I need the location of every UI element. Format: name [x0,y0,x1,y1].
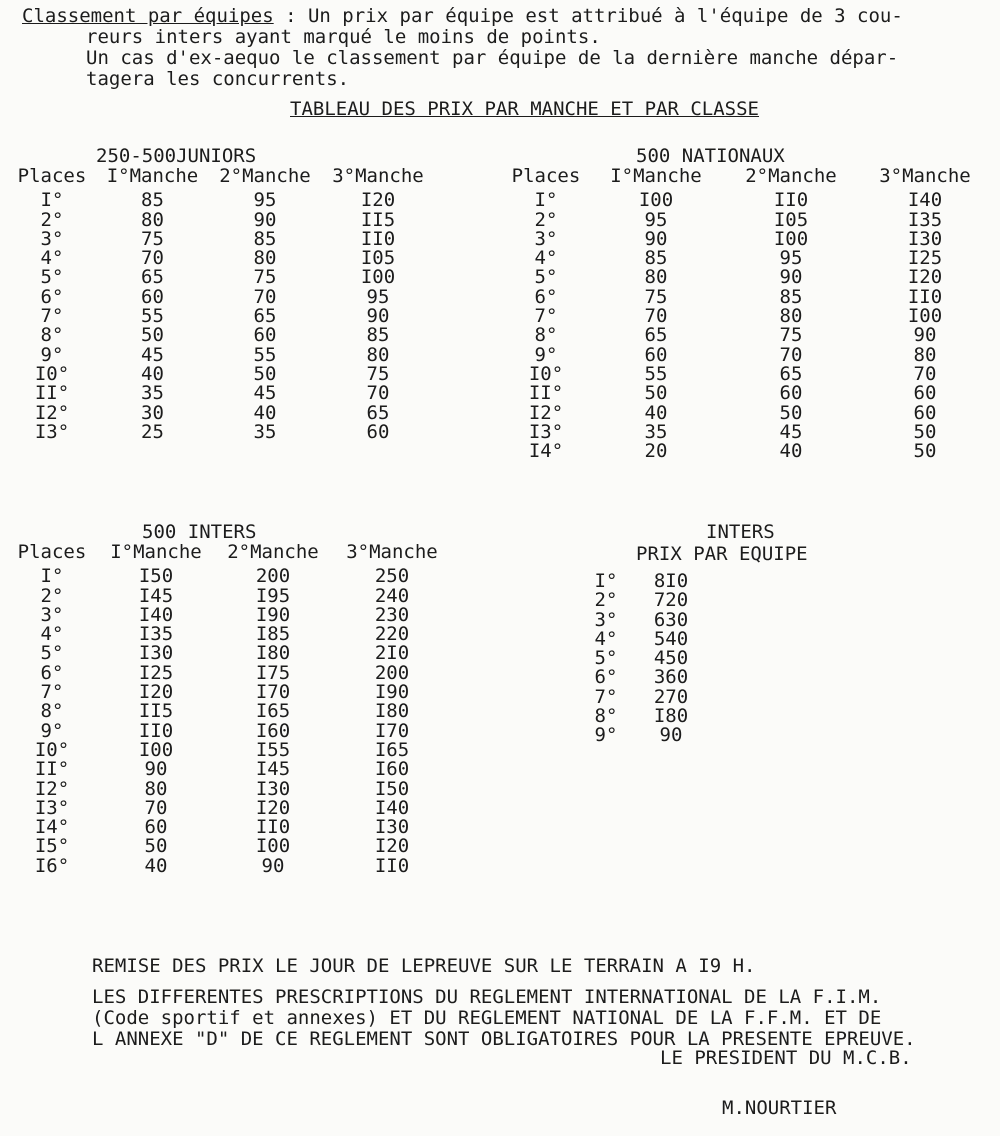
table-cell: I3° [34,796,70,819]
prize-ceremony-note: REMISE DES PRIX LE JOUR DE LEPREUVE SUR LE TERRAIN A I9 H. [92,955,756,977]
intro-line-1 [22,6,992,27]
table-cell: I6° [34,854,70,877]
nationaux-caption: 500 NATIONAUX [636,145,785,167]
table-cell: 50 [144,835,168,858]
juniors-header-manche3: 3°Manche [332,165,424,187]
table-row [8,404,435,423]
table-cell: 200 [255,565,291,588]
table-cell: II° [34,382,70,405]
prize-table-title: TABLEAU DES PRIX PAR MANCHE ET PAR CLASSE [290,98,759,120]
table-row [8,644,454,663]
table-row [500,442,988,461]
table-cell: 50 [644,382,668,405]
table-cell: 5° [40,642,64,665]
table-cell: 90 [144,758,168,781]
table-cell: I4° [528,440,564,463]
intro-line-1-text: : Un prix par équipe est attribué à l'équipe de 3 cou- [273,5,903,27]
table-cell: I° [594,570,618,592]
table-cell: 50 [141,324,164,347]
table-cell: 60 [779,382,803,405]
table-cell: I3° [34,420,70,443]
table-cell: 85 [779,285,803,308]
table-cell: 80 [144,777,168,800]
table-cell: I2° [34,777,70,800]
table-cell: 85 [253,227,277,250]
table-cell: I70 [255,681,291,704]
table-cell: 90 [644,227,668,250]
table-cell: 40 [144,854,168,877]
team-prize-caption-2: PRIX PAR EQUIPE [636,543,808,565]
table-cell: 75 [644,285,668,308]
team-ranking-heading: Classement par équipes [22,5,274,27]
table-cell: I45 [255,758,291,781]
table-cell: 40 [253,401,277,424]
table-cell: 7° [40,681,64,704]
table-row [500,268,988,287]
table-cell: 630 [653,608,689,631]
table-cell: 75 [366,362,390,385]
table-cell: 90 [366,305,390,328]
table-cell: 30 [141,401,164,424]
inters-caption: 500 INTERS [142,521,257,543]
table-cell: I35 [138,623,174,646]
table-cell: I40 [374,796,410,819]
table-cell: 6° [40,285,64,308]
nationaux-prize-table [500,167,988,461]
table-cell: 8° [534,324,558,347]
nationaux-header-manche1: I°Manche [610,165,702,187]
table-cell: 6° [534,285,558,308]
table-cell: 200 [374,661,410,684]
table-cell: 35 [141,382,164,405]
table-cell: 70 [253,285,277,308]
table-cell: 5° [594,647,618,670]
table-cell: II0 [907,285,943,308]
table-row [8,837,454,856]
juniors-header-manche2: 2°Manche [219,165,311,187]
table-cell: 50 [253,362,277,385]
table-row [8,567,454,586]
table-cell: 50 [913,420,937,443]
intro-paragraph [22,6,992,90]
table-cell: I75 [255,661,291,684]
table-cell: 8° [40,324,64,347]
table-cell: I60 [255,719,291,742]
table-cell: 5° [40,266,64,289]
table-cell: I30 [255,777,291,800]
table-cell: 6° [594,666,618,689]
table-cell: I65 [374,738,410,761]
table-cell: I85 [255,623,291,646]
table-cell: 90 [659,724,683,747]
table-cell: 450 [653,647,689,670]
table-cell: 70 [644,305,668,328]
table-cell: I20 [255,796,291,819]
table-cell: 90 [261,854,285,877]
table-cell: 95 [644,208,668,231]
table-cell: 220 [374,623,410,646]
table-cell: I50 [138,565,174,588]
table-cell: 60 [644,343,668,366]
table-row [8,760,454,779]
table-row [500,404,988,423]
table-cell: 65 [366,401,390,424]
table-cell: I55 [255,738,291,761]
table-cell: I° [534,189,558,212]
table-cell: 6° [40,661,64,684]
table-cell: I35 [907,208,943,231]
intro-line-3: Un cas d'ex-aequo le classement par équipe de la dernière manche dépar- [86,47,899,69]
table-cell: 240 [374,584,410,607]
table-cell: II° [528,382,564,405]
table-cell: 80 [366,343,390,366]
table-cell: 85 [141,189,164,212]
table-cell: II0 [773,189,809,212]
table-row [500,211,988,230]
table-cell: I90 [255,603,291,626]
inters-header-manche2: 2°Manche [227,541,319,563]
table-cell: 2° [534,208,558,231]
table-row [8,702,454,721]
table-cell: 60 [913,401,937,424]
table-cell: 60 [253,324,277,347]
table-cell: I00 [360,266,396,289]
table-cell: I45 [138,584,174,607]
table-cell: II5 [360,208,396,231]
table-row [586,591,716,610]
table-cell: 270 [653,685,689,708]
table-cell: 2I0 [374,642,410,665]
table-cell: 3° [40,603,64,626]
table-cell: 95 [253,189,277,212]
table-cell: I80 [255,642,291,665]
table-cell: I60 [374,758,410,781]
table-cell: 70 [141,247,164,270]
table-cell: I90 [374,681,410,704]
table-cell: 90 [913,324,937,347]
table-cell: 70 [913,362,937,385]
table-cell: 4° [594,627,618,650]
table-cell: I40 [907,189,943,212]
table-cell: I0° [528,362,564,385]
table-cell: 95 [366,285,390,308]
table-cell: 2° [40,584,64,607]
table-cell: 25 [141,420,164,443]
table-cell: I05 [360,247,396,270]
table-cell: 250 [374,565,410,588]
table-cell: 50 [779,401,803,424]
nationaux-header-manche2: 2°Manche [745,165,837,187]
table-cell: 60 [913,382,937,405]
nationaux-header-places: Places [511,165,581,187]
table-row [586,726,716,745]
table-cell: I00 [255,835,291,858]
table-row [8,211,435,230]
table-cell: 45 [141,343,164,366]
table-cell: 9° [40,343,64,366]
table-cell: 2° [594,589,618,612]
table-cell: 3° [534,227,558,250]
table-cell: II5 [138,700,174,723]
table-cell: 5° [534,266,558,289]
table-cell: I70 [374,719,410,742]
table-row [8,780,454,799]
table-cell: I° [40,565,64,588]
intro-line-4: tagera les concurrents. [86,68,350,90]
signature-name: M.NOURTIER [722,1097,837,1119]
inters-header-manche1: I°Manche [110,541,202,563]
table-row [8,384,435,403]
table-row [8,857,454,876]
table-cell: 70 [144,796,168,819]
table-cell: 3° [594,608,618,631]
table-cell: 90 [253,208,277,231]
table-cell: 55 [644,362,668,385]
table-cell: I4° [34,816,70,839]
table-cell: I00 [773,227,809,250]
table-cell: 8° [40,700,64,723]
table-cell: 75 [779,324,803,347]
table-cell: 40 [141,362,164,385]
inters-header-manche3: 3°Manche [346,541,438,563]
table-cell: 80 [644,266,668,289]
footer-notes [92,956,916,1050]
table-row [586,611,716,630]
table-cell: 40 [779,440,803,463]
table-row [586,668,716,687]
table-cell: 2° [40,208,64,231]
table-cell: I2° [34,401,70,424]
table-cell: I80 [653,705,689,728]
table-cell: 4° [40,623,64,646]
table-cell: 35 [644,420,668,443]
table-cell: 9° [594,724,618,747]
table-row [500,191,988,210]
intro-line-2: reurs inters ayant marqué le moins de points. [86,26,601,48]
inters-prize-table [8,543,454,876]
table-cell: 60 [144,816,168,839]
table-row [8,326,435,345]
table-cell: I3° [528,420,564,443]
table-cell: 8° [594,705,618,728]
table-cell: 60 [366,420,390,443]
table-cell: 70 [779,343,803,366]
table-cell: I30 [138,642,174,665]
table-row [8,587,454,606]
table-cell: I25 [138,661,174,684]
table-cell: I30 [907,227,943,250]
table-cell: 40 [644,401,668,424]
table-cell: I20 [907,266,943,289]
table-cell: I° [40,189,64,212]
nationaux-header-manche3: 3°Manche [879,165,971,187]
table-cell: 8I0 [653,570,689,592]
table-row [8,268,435,287]
table-cell: 80 [253,247,277,270]
table-cell: I65 [255,700,291,723]
table-cell: 80 [141,208,164,231]
table-cell: 3° [40,227,64,250]
table-cell: 4° [40,247,64,270]
table-cell: II0 [374,854,410,877]
table-cell: I0° [34,362,70,385]
table-cell: I0° [34,738,70,761]
table-cell: 7° [594,685,618,708]
table-cell: 230 [374,603,410,626]
regulations-line-1: LES DIFFERENTES PRESCRIPTIONS DU REGLEMENT INTERNATIONAL DE LA F.I.M. [92,986,882,1008]
table-row [500,384,988,403]
table-cell: 65 [779,362,803,385]
team-prize-table [586,572,716,746]
table-cell: 95 [779,247,803,270]
table-cell: 9° [534,343,558,366]
juniors-prize-table [8,167,435,442]
table-cell: I40 [138,603,174,626]
table-cell: 35 [253,420,277,443]
table-cell: I5° [34,835,70,858]
table-cell: I20 [374,835,410,858]
table-cell: I00 [638,189,674,212]
table-cell: 7° [40,305,64,328]
table-cell: 60 [141,285,164,308]
table-cell: I80 [374,700,410,723]
table-cell: 7° [534,305,558,328]
table-cell: 90 [779,266,803,289]
table-cell: I20 [360,189,396,212]
table-row [500,326,988,345]
table-cell: 540 [653,627,689,650]
table-cell: I20 [138,681,174,704]
table-cell: I00 [907,305,943,328]
table-cell: 80 [913,343,937,366]
regulations-line-3: L ANNEXE "D" DE CE REGLEMENT SONT OBLIGATOIRES POUR LA PRESENTE EPREUVE. [92,1028,916,1050]
table-cell: 360 [653,666,689,689]
table-cell: II0 [360,227,396,250]
table-cell: II0 [138,719,174,742]
signature-title: LE PRESIDENT DU M.C.B. [660,1047,912,1069]
table-cell: 75 [253,266,277,289]
table-cell: 45 [253,382,277,405]
table-cell: I25 [907,247,943,270]
table-cell: I95 [255,584,291,607]
table-cell: 65 [253,305,277,328]
juniors-caption: 250-500JUNIORS [96,145,257,167]
table-cell: I50 [374,777,410,800]
table-cell: 75 [141,227,164,250]
table-cell: I05 [773,208,809,231]
inters-header-places: Places [17,541,87,563]
table-cell: 80 [779,305,803,328]
table-cell: 55 [141,305,164,328]
table-cell: 65 [644,324,668,347]
table-row [8,191,435,210]
table-cell: 85 [644,247,668,270]
table-cell: II° [34,758,70,781]
table-cell: I30 [374,816,410,839]
team-prize-caption-1: INTERS [706,521,775,543]
table-cell: 50 [913,440,937,463]
table-cell: I00 [138,738,174,761]
table-cell: 720 [653,589,689,612]
juniors-header-manche1: I°Manche [106,165,199,187]
table-cell: 4° [534,247,558,270]
table-cell: I2° [528,401,564,424]
table-row [8,423,435,442]
table-cell: 70 [366,382,390,405]
table-cell: 9° [40,719,64,742]
table-cell: 55 [253,343,277,366]
juniors-header-places: Places [17,165,87,187]
table-cell: 65 [141,266,164,289]
table-cell: 45 [779,420,803,443]
table-cell: 85 [366,324,390,347]
table-cell: II0 [255,816,291,839]
table-cell: 20 [644,440,668,463]
regulations-line-2: (Code sportif et annexes) ET DU REGLEMENT NATIONAL DE LA F.F.M. ET DE [92,1007,882,1029]
